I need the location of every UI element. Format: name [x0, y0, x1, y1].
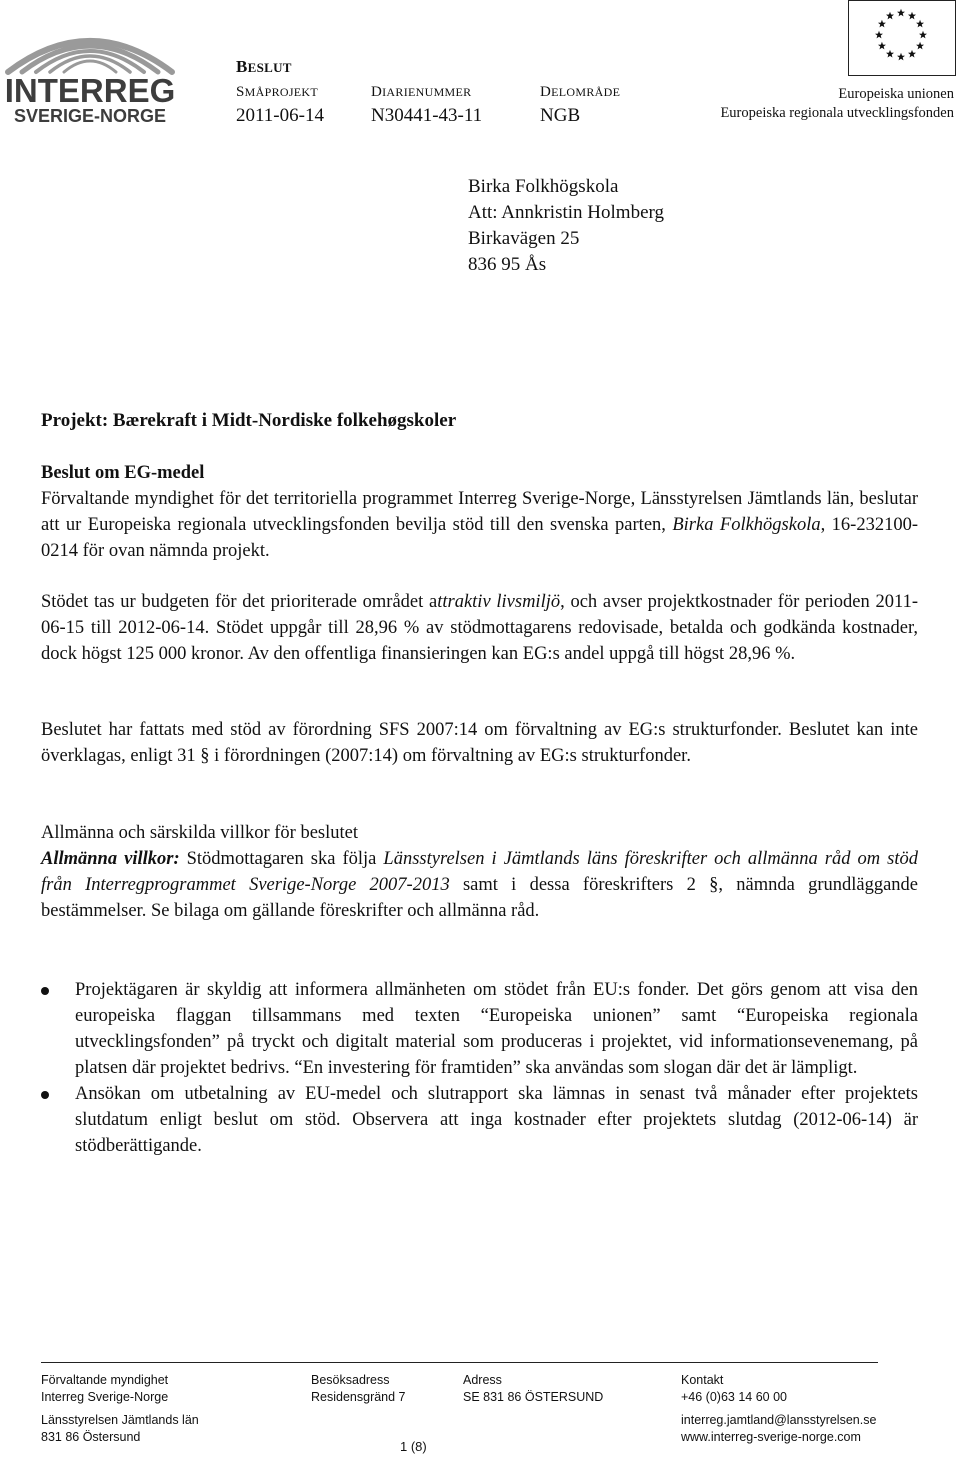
eu-star-icon [916, 20, 924, 28]
address-line: Birka Folkhögskola [468, 176, 619, 197]
eu-star-icon [916, 42, 924, 50]
footer-text: SE 831 86 ÖSTERSUND [463, 1390, 604, 1404]
conditions-list [41, 977, 918, 1159]
logo-line1: INTERREG [4, 72, 176, 109]
eu-star-icon [897, 53, 905, 61]
eu-star-icon [919, 31, 927, 39]
eu-star-icon [886, 12, 894, 20]
footer-divider [41, 1362, 878, 1363]
footer-col-besoksadress [311, 1372, 406, 1406]
eu-star-icon [878, 20, 886, 28]
header-value-date: 2011-06-14 [236, 105, 324, 126]
stod-section [41, 589, 918, 667]
eu-star-icon [908, 12, 916, 20]
eu-star-icon [886, 50, 894, 58]
footer-phone: +46 (0)63 14 60 00 [681, 1390, 787, 1404]
footer-website-link[interactable]: www.interreg-sverige-norge.com [681, 1430, 861, 1444]
footer-heading: Förvaltande myndighet [41, 1373, 169, 1387]
page-number: 1 (8) [400, 1439, 427, 1454]
project-title: Projekt: Bærekraft i Midt-Nordiske folkehøgskoler [41, 410, 457, 431]
eu-line2: Europeiska regionala utvecklingsfonden [720, 105, 954, 121]
stod-paragraph: Stödet tas ur budgeten för det prioriterade området attraktiv livsmiljö, och avser projektkostnader för perioden 2011-06-15 till 2012-06-14. Stödet uppgår till 28,96 % av stödmottagarens redovisade, betalda och godkända kostnader, dock högst 125 000 kronor. Av den offentliga finansieringen kan EG:s andel uppgå till högst 28,96 %. [41, 592, 918, 664]
header-col-smaprojekt [236, 84, 324, 127]
eu-star-icon [875, 31, 883, 39]
villkor-paragraph: Allmänna villkor: Stödmottagaren ska följa Länsstyrelsen i Jämtlands läns föreskrifter och allmänna råd om stöd från Interregprogrammet Sverige-Norge 2007-2013 samt i dessa föreskrifters 2 §, nämnda grundläggande bestämmelser. Se bilaga om gällande föreskrifter och allmänna råd. [41, 849, 918, 921]
beslut-heading: Beslut om EG-medel [41, 463, 205, 483]
footer-email-link[interactable]: interreg.jamtland@lansstyrelsen.se [681, 1413, 877, 1427]
footer-col-kontakt [681, 1372, 876, 1446]
footer-col-adress [463, 1372, 603, 1406]
footer-col-myndighet [41, 1372, 199, 1446]
list-item [41, 1081, 918, 1159]
eu-line1: Europeiska unionen [838, 86, 954, 102]
recipient-address [468, 174, 664, 278]
logo-line2: SVERIGE-NORGE [13, 106, 167, 124]
villkor-section [41, 820, 918, 924]
footer-heading: Besöksadress [311, 1373, 390, 1387]
bullet-icon [41, 1091, 49, 1099]
address-line: 836 95 Ås [468, 254, 547, 275]
title-rest: ESLUT [247, 60, 292, 75]
header-label: DELOMRÅDE [540, 84, 621, 100]
beslut-paragraph: Förvaltande myndighet för det territoriella programmet Interreg Sverige-Norge, Länsstyrelsen Jämtlands län, beslutar att ur Europeiska regionala utvecklingsfonden bevilja stöd till den svenska parten, Birka Folkhögskola, 16-232100-0214 för ovan nämnda projekt. [41, 489, 918, 561]
footer-text: Interreg Sverige-Norge [41, 1390, 169, 1404]
footer-text: Länsstyrelsen Jämtlands län [41, 1413, 199, 1427]
eu-flag-icon [848, 0, 956, 76]
header-col-diarienummer [371, 84, 482, 127]
list-item [41, 977, 918, 1081]
footer-heading: Adress [463, 1373, 502, 1387]
forordning-section [41, 717, 918, 769]
title-first-letter: B [236, 57, 248, 76]
list-item-text: Ansökan om utbetalning av EU-medel och slutrapport ska lämnas in senast två månader efter projektets slutdatum enligt beslut om stöd. Observera att inga kostnader efter projektets slutdag (2012-06-14) är stödberättigande. [75, 1084, 918, 1156]
header-label: DIARIENUMMER [371, 84, 472, 100]
eu-star-icon [908, 50, 916, 58]
beslut-section [41, 460, 918, 564]
eu-star-icon [878, 42, 886, 50]
address-line: Birkavägen 25 [468, 228, 580, 249]
list-item-text: Projektägaren är skyldig att informera allmänheten om stödet från EU:s fonder. Det görs genom att visa den europeiska flaggan tillsammans med texten “Europeiska unionen” samt “Europeiska regionala utvecklingsfonden” på tryckt och digitalt material som produceras i projektet, vid informationsevenemang, på platsen där projektet bedrivs. “En investering för framtiden” ska användas som slogan där det är lämpligt. [75, 980, 918, 1078]
interreg-logo-icon [0, 14, 180, 124]
address-line: Att: Annkristin Holmberg [468, 202, 664, 223]
document-title [236, 57, 292, 77]
interreg-logo [0, 14, 180, 124]
eu-star-icon [897, 9, 905, 17]
header-label: SMÅPROJEKT [236, 84, 319, 100]
eu-caption [720, 85, 954, 123]
villkor-heading: Allmänna och särskilda villkor för beslutet [41, 823, 358, 843]
bullet-icon [41, 987, 49, 995]
footer-heading: Kontakt [681, 1373, 724, 1387]
header-value-delomrade: NGB [540, 105, 581, 126]
header-col-delomrade [540, 84, 620, 127]
header-value-diarienummer: N30441-43-11 [371, 105, 483, 126]
footer-text: Residensgränd 7 [311, 1390, 406, 1404]
forordning-paragraph: Beslutet har fattats med stöd av förordning SFS 2007:14 om förvaltning av EG:s strukturfonder. Beslutet kan inte överklagas, enligt 31 § i förordningen (2007:14) om förvaltning av EG:s strukturfonder. [41, 720, 918, 766]
footer-text: 831 86 Östersund [41, 1430, 141, 1444]
